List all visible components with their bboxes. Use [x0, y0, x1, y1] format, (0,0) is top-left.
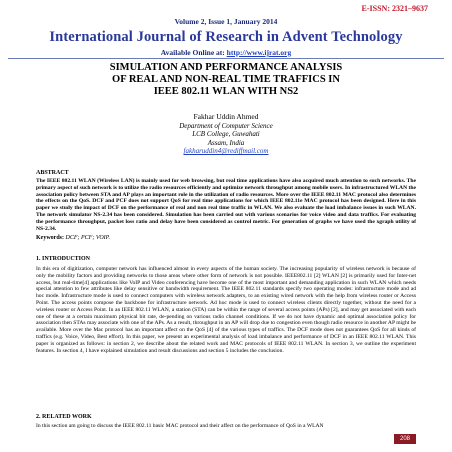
- paper-title: [0, 62, 452, 98]
- author-location: Assam, India: [207, 138, 245, 147]
- journal-title: International Journal of Research in Advent Technology: [49, 29, 403, 45]
- title-line: OF REAL AND NON-REAL TIME TRAFFICS IN: [112, 74, 340, 85]
- author-college: LCB College, Guwahati: [192, 130, 260, 138]
- keywords-value: DCF; PCF; VOIP.: [64, 235, 111, 241]
- journal-url-link[interactable]: http://www.ijrat.org: [226, 48, 292, 57]
- keywords: [36, 235, 110, 241]
- author-department: Department of Computer Science: [179, 121, 273, 130]
- author-name: Fakhar Uddin Ahmed: [193, 112, 259, 121]
- title-line: SIMULATION AND PERFORMANCE ANALYSIS: [109, 62, 343, 73]
- author-email-link[interactable]: fakharuddin4@rediffmail.com: [183, 147, 269, 155]
- author-block: [0, 113, 452, 156]
- page-number: 208: [394, 434, 416, 444]
- header-divider: [8, 58, 444, 59]
- online-line: [0, 48, 452, 57]
- keywords-label: Keywords:: [36, 235, 64, 241]
- related-work-heading: 2. RELATED WORK: [36, 414, 92, 420]
- abstract-text: The IEEE 802.11 WLAN (Wireless LAN) is mainly used for web browsing, but real time applications have also acquired much attention to such networks. The primary aspect of such network is to utilize the radio resources efficiently and optimize network throughput among mobile users. In infrastructured WLAN the association policy between STA and AP plays an important role in the utilization of radio resources. More over the IEEE 802.11 MAC protocol also determines the effects on the QoS. DCF and PCF does not support QoS for real time applications for which IEEE 802.11e MAC protocol has been designed. Here in this paper we study the impact of DCF on the performance of real and non real time traffic in WLAN. We also evaluate the load imbalance issues in such WLAN. The network simulator NS-2.34 has been considered. Simulation has been carried out with various scenarios for voice video and data traffics. For evaluating the performance throughput, packet loss ratio and delay have been considered as control metric. For generation of graphs we have used the xgraph utility of NS-2.34.: [36, 178, 416, 232]
- introduction-heading: 1. INTRODUCTION: [36, 256, 91, 262]
- abstract-heading: ABSTRACT: [36, 170, 69, 176]
- volume-issue: Volume 2, Issue 1, January 2014: [174, 17, 278, 26]
- related-work-text: In this section am going to discuss the IEEE 802.11 basic MAC protocol and their affect on the performance of QoS in a WLAN: [36, 423, 324, 429]
- issn: E-ISSN: 2321–9637: [361, 4, 428, 13]
- title-line: IEEE 802.11 WLAN WITH NS2: [153, 86, 299, 97]
- introduction-text: In this era of digitization, computer network has influenced almost in every aspects of the human society. The increasing popularity of wireless network is because of only the mobility factors and providing networks to those areas where other form of network is not possible. IEEE802.11 [2] WLAN [2] is primarily used for Inter-net access, but real-time[4] applications like VoIP and Video conferencing have become one of the most important and demanding application in such WLAN which needs special attention to few attributes like delay sensitive or bandwidth requirement. The IEEE 802.11 standards specify two operating modes: infrastructure mode and ad hoc mode. Infrastructure mode is used to connect computers with wireless network adapters, to an existing wired network with the help from wireless router or Access Point. The access points compose the backbone for infrastructure network. Ad hoc mode is used to connect wireless clients directly together, without the need for a wireless router or Access Point. In an IEEE 802.11 WLAN, a station (STA) can be within the range of several access points (APs) [2], and may get associated with each one of these at a certain maximum physical bit rate, de-pending on various radio channel conditions. If we do not have dynamic and optimal association policy for association then STAs may associate with one of the APs. As a result, throughput in an AP will drop due to congestion even though radio resource in another AP might be available. More over the Mac protocol has an important affect on the QoS [4] of the various types of traffics. The DCF mode does not guarantees QoS for all kinds of traffics (e.g. Voice, Video, Best effort). In this paper, we present an experimental analysis of load imbalance and performance of DCF in an IEEE 802.11 WLAN. This paper is organized as follows: in section 2, we describe about the related work and MAC protocols of IEEE 802.11 WLAN. In section 3, we outline the experiment features. In section 4, I have explained simulation and result discussions and section 5 includes the conclusion.: [36, 266, 416, 354]
- online-prefix: Available Online at:: [160, 48, 227, 57]
